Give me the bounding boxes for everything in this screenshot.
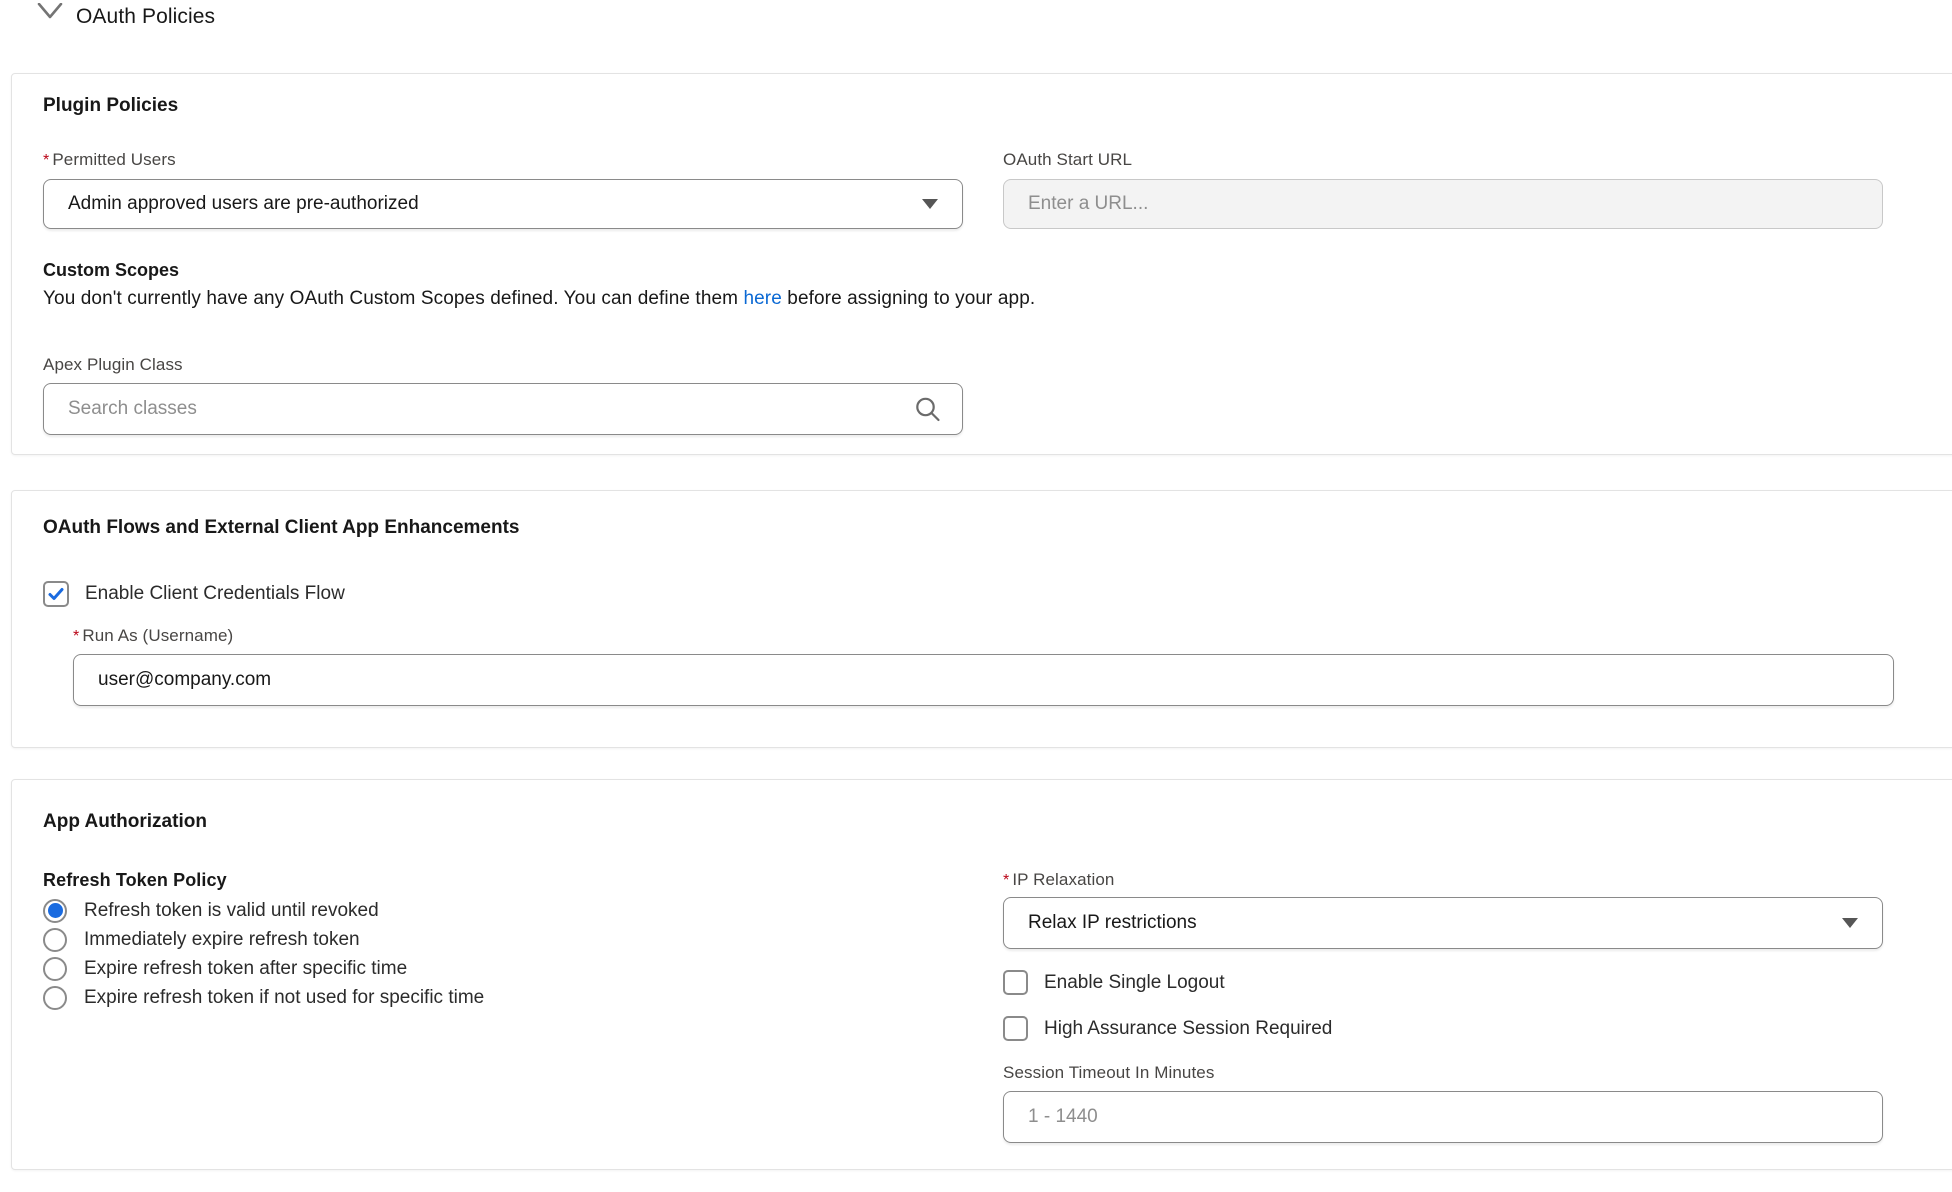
ip-relaxation-label: * IP Relaxation xyxy=(1003,870,1115,889)
radio-icon[interactable] xyxy=(43,928,67,952)
refresh-token-policy-radio-group xyxy=(43,896,484,1012)
plugin-policies-title: Plugin Policies xyxy=(43,95,179,116)
oauth-policies-section-header xyxy=(0,0,1952,40)
radio-expire-after-time[interactable]: Expire refresh token after specific time xyxy=(43,954,484,983)
high-assurance-checkbox-row[interactable] xyxy=(1003,1016,1332,1041)
run-as-username-input[interactable] xyxy=(73,654,1894,706)
oauth-flows-title: OAuth Flows and External Client App Enhancements xyxy=(43,517,520,538)
enable-client-credentials-checkbox-row[interactable] xyxy=(43,581,345,607)
section-title: OAuth Policies xyxy=(76,5,216,28)
enable-client-credentials-label: Enable Client Credentials Flow xyxy=(85,583,345,604)
refresh-token-policy-label: Refresh Token Policy xyxy=(43,870,227,890)
radio-immediately-expire[interactable]: Immediately expire refresh token xyxy=(43,925,484,954)
ip-relaxation-value: Relax IP restrictions xyxy=(1028,912,1197,933)
session-timeout-label: Session Timeout In Minutes xyxy=(1003,1063,1215,1082)
caret-down-icon xyxy=(1842,918,1858,928)
permitted-users-value: Admin approved users are pre-authorized xyxy=(68,193,419,214)
session-timeout-input[interactable] xyxy=(1003,1091,1883,1143)
radio-expire-if-unused[interactable]: Expire refresh token if not used for specific time xyxy=(43,983,484,1012)
caret-down-icon xyxy=(922,199,938,209)
apex-plugin-class-label: Apex Plugin Class xyxy=(43,355,183,374)
required-asterisk: * xyxy=(43,152,50,169)
search-icon xyxy=(914,396,941,423)
checkbox-checked-icon[interactable] xyxy=(43,581,69,607)
custom-scopes-text: You don't currently have any OAuth Custom Scopes defined. You can define them here before assigning to your app. xyxy=(43,288,1036,309)
run-as-label: * Run As (Username) xyxy=(73,626,234,645)
oauth-start-url-input[interactable] xyxy=(1003,179,1883,229)
app-authorization-title: App Authorization xyxy=(43,811,207,832)
permitted-users-select[interactable] xyxy=(43,179,963,229)
oauth-start-url-label: OAuth Start URL xyxy=(1003,150,1133,169)
enable-single-logout-label: Enable Single Logout xyxy=(1044,971,1225,993)
required-asterisk: * xyxy=(73,628,80,645)
checkbox-unchecked-icon[interactable] xyxy=(1003,1016,1028,1041)
radio-selected-icon[interactable] xyxy=(43,899,67,923)
custom-scopes-title: Custom Scopes xyxy=(43,260,180,280)
oauth-flows-card xyxy=(11,490,1952,748)
enable-single-logout-checkbox-row[interactable] xyxy=(1003,970,1225,995)
checkbox-unchecked-icon[interactable] xyxy=(1003,970,1028,995)
permitted-users-label: * Permitted Users xyxy=(43,150,176,169)
radio-valid-until-revoked[interactable]: Refresh token is valid until revoked xyxy=(43,896,484,925)
apex-plugin-class-search-input[interactable] xyxy=(43,383,963,435)
required-asterisk: * xyxy=(1003,872,1010,889)
custom-scopes-here-link[interactable]: here xyxy=(743,288,782,309)
high-assurance-label: High Assurance Session Required xyxy=(1044,1017,1333,1039)
radio-icon[interactable] xyxy=(43,957,67,981)
app-authorization-card xyxy=(11,779,1952,1170)
chevron-down-icon[interactable] xyxy=(37,3,63,20)
ip-relaxation-select[interactable] xyxy=(1003,897,1883,949)
plugin-policies-card xyxy=(11,73,1952,455)
radio-icon[interactable] xyxy=(43,986,67,1010)
